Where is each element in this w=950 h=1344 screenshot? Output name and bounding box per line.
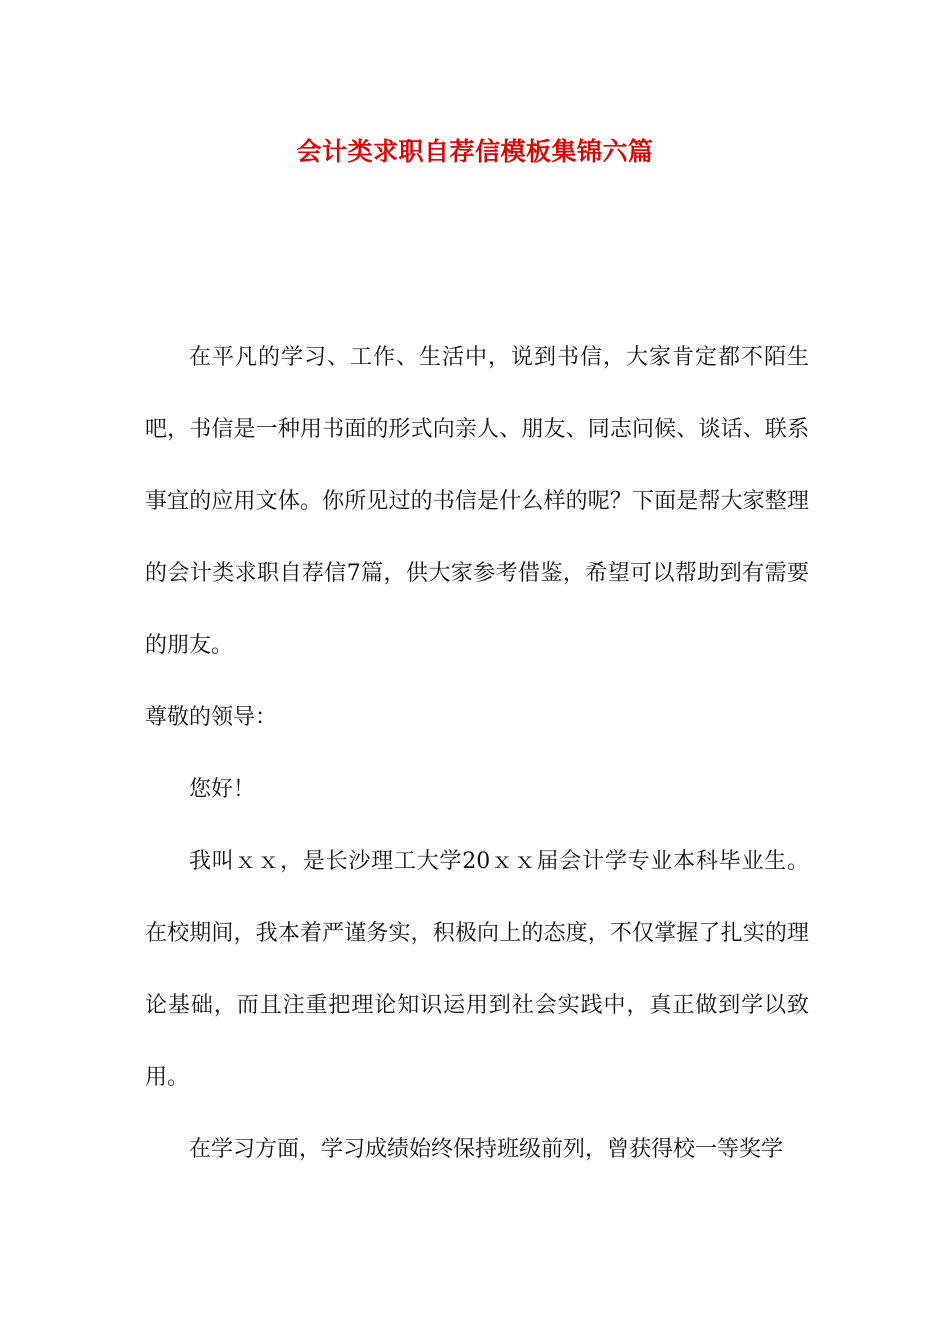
document-body xyxy=(145,322,809,1186)
salutation-paragraph: 尊敬的领导： xyxy=(145,705,278,730)
greeting-paragraph: 您好！ xyxy=(189,777,256,802)
intro-paragraph: 在平凡的学习、工作、生活中，说到书信，大家肯定都不陌生吧，书信是一种用书面的形式向亲人、朋友、同志问候、谈话、联系事宜的应用文体。你所见过的书信是什么样的呢？下面是帮大家整理的会计类求职自荐信7篇，供大家参考借鉴，希望可以帮助到有需要的朋友。 xyxy=(145,345,809,658)
self-intro-paragraph: 我叫ｘｘ，是长沙理工大学20ｘｘ届会计学专业本科毕业生。在校期间，我本着严谨务实，积极向上的态度，不仅掌握了扎实的理论基础，而且注重把理论知识运用到社会实践中，真正做到学以致用。 xyxy=(145,849,809,1090)
document-title: 会计类求职自荐信模板集锦六篇 xyxy=(296,137,654,166)
study-paragraph: 在学习方面，学习成绩始终保持班级前列，曾获得校一等奖学 xyxy=(189,1137,784,1162)
